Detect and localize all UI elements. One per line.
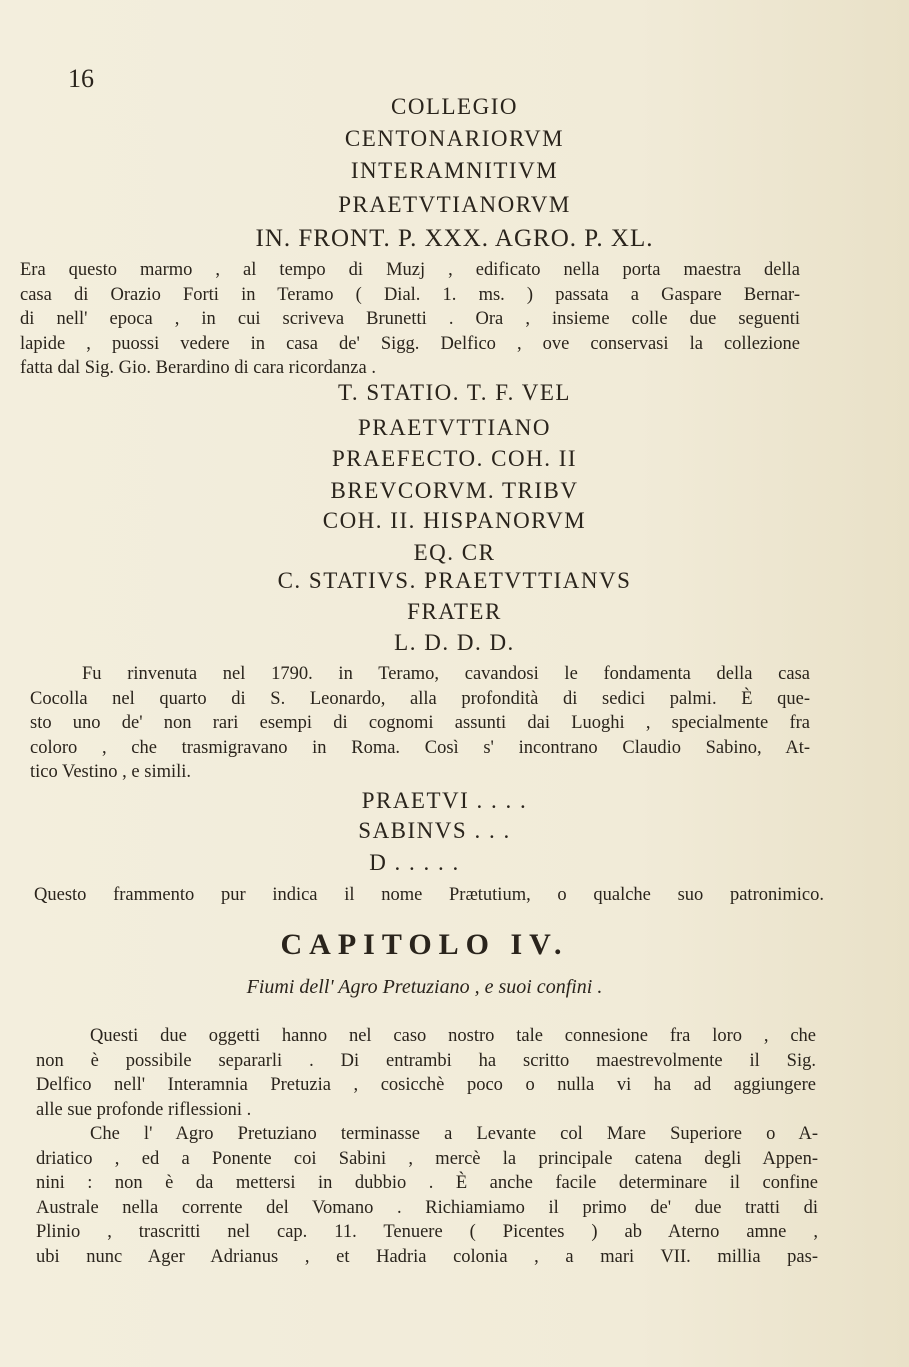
paragraph-3-line-1: Questo frammento pur indica il nome Prætutium, o qualche suo patronimico. [34,885,824,905]
inscription-1-line-3: INTERAMNITIVM [350,158,559,183]
paragraph-5-line-1: Che l' Agro Pretuziano terminasse a Levante col Mare Superiore o A- [90,1124,818,1144]
inscription-2-line-1: T. STATIO. T. F. VEL [338,380,571,405]
paragraph-4-line-2: non è possibile separarli . Di entrambi ha scritto maestrevolmente il Sig. [36,1050,816,1071]
paragraph-1-line-4: lapide , puossi vedere in casa de' Sigg. Delfico , ove conservasi la collezione [20,333,800,354]
chapter-title: CAPITOLO IV. [280,928,569,961]
inscription-2-line-8: FRATER [407,599,502,624]
inscription-3-line-3: D . . . . . [369,850,460,875]
paragraph-1-line-1: Era questo marmo , al tempo di Muzj , edificato nella porta maestra della [20,260,800,280]
inscription-2-line-6: EQ. CR [413,540,496,565]
paragraph-2 [30,662,810,785]
inscription-2-line-9: L. D. D. D. [394,630,515,655]
inscription-2-line-2: PRAETVTTIANO [357,415,552,440]
paragraph-2-line-3: sto uno de' non rari esempi di cognomi assunti dai Luoghi , specialmente fra [30,713,810,733]
inscription-1-line-1: COLLEGIO [391,94,518,119]
inscription-1-line-4: PRAETVTIANORVM [338,192,571,217]
chapter-subtitle: Fiumi dell' Agro Pretuziano , e suoi confini . [246,976,603,998]
paragraph-2-line-2: Cocolla nel quarto di S. Leonardo, alla profondità di sedici palmi. È que- [30,688,810,709]
paragraph-4-line-1: Questi due oggetti hanno nel caso nostro tale connesione fra loro , che [90,1026,816,1046]
paragraph-5-line-2: driatico , ed a Ponente coi Sabini , mercè la principale catena degli Appen- [36,1148,818,1169]
paragraph-4 [36,1024,816,1122]
paragraph-1-line-5: fatta dal Sig. Gio. Berardino di cara ricordanza . [20,358,376,378]
inscription-1-line-2: CENTONARIORVM [344,126,565,151]
paragraph-4-line-3: Delfico nell' Interamnia Pretuzia , cosicchè poco o nulla vi ha ad aggiungere [36,1075,816,1095]
inscription-2-line-5: COH. II. HISPANORVM [322,508,587,533]
paragraph-1 [20,258,800,381]
paragraph-4-line-4: alle sue profonde riflessioni . [36,1099,252,1120]
inscription-3-line-2: SABINVS . . . [358,818,511,843]
inscription-2-line-7: C. STATIVS. PRAETVTTIANVS [277,568,632,593]
paragraph-2-line-4: coloro , che trasmigravano in Roma. Così s' incontrano Claudio Sabino, At- [30,737,810,758]
inscription-1-line-5: IN. FRONT. P. XXX. AGRO. P. XL. [255,225,654,252]
paragraph-5-line-5: Plinio , trascritti nel cap. 11. Tenuere ( Picentes ) ab Aterno amne , [36,1222,818,1242]
inscription-3-line-1: PRAETVI . . . . [361,788,528,813]
paragraph-2-line-1: Fu rinvenuta nel 1790. in Teramo, cavandosi le fondamenta della casa [82,664,810,684]
inscription-2-line-3: PRAEFECTO. COH. II [331,446,578,471]
paragraph-3 [34,883,824,908]
paragraph-1-line-3: di nell' epoca , in cui scriveva Brunetti . Ora , insieme colle due seguenti [20,309,800,329]
paragraph-5-line-4: Australe nella corrente del Vomano . Richiamiamo il primo de' due tratti di [36,1197,818,1218]
paragraph-5 [36,1122,818,1269]
inscription-2-line-4: BREVCORVM. TRIBV [330,478,579,503]
paragraph-5-line-3: nini : non è da mettersi in dubbio . È anche facile determinare il confine [36,1173,818,1193]
page-number: 16 [68,64,94,93]
paragraph-5-line-6: ubi nunc Ager Adrianus , et Hadria colonia , a mari VII. millia pas- [36,1246,818,1267]
paragraph-2-line-5: tico Vestino , e simili. [30,762,192,782]
paragraph-1-line-2: casa di Orazio Forti in Teramo ( Dial. 1. ms. ) passata a Gaspare Bernar- [20,284,800,305]
